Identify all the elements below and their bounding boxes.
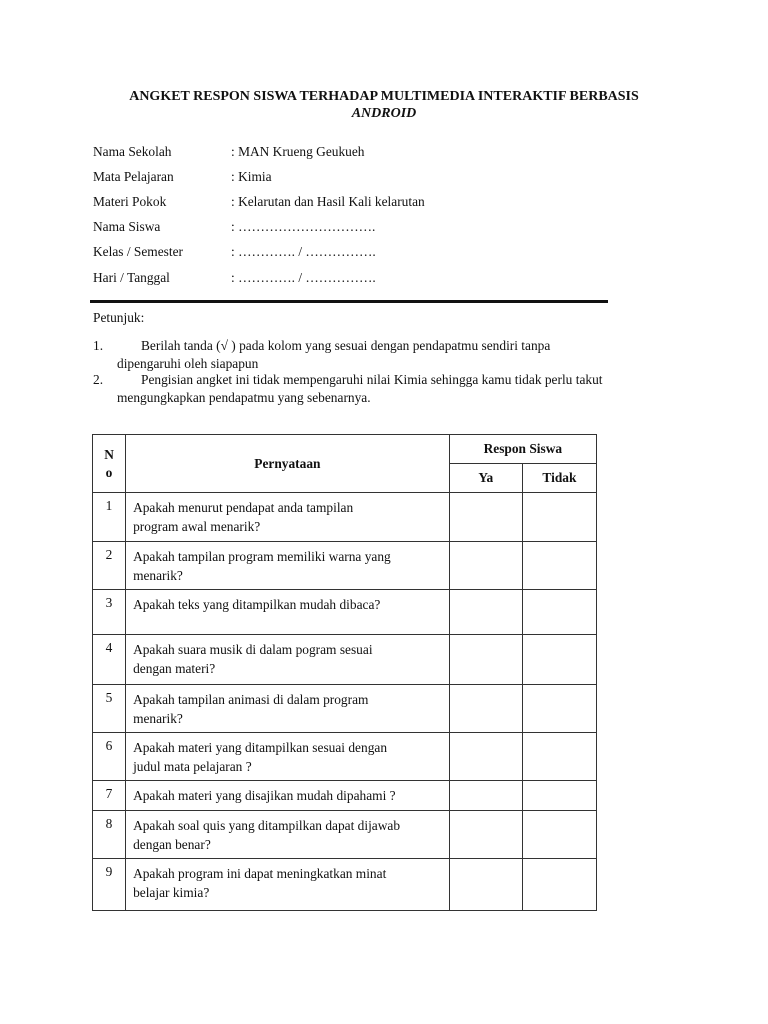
instruction-text: Pengisian angket ini tidak mempengaruhi nilai Kimia sehingga kamu tidak perlu takut: [141, 372, 603, 387]
info-row-topic: [93, 189, 613, 214]
info-value: : …………. / …………….: [231, 244, 376, 260]
header-yes: Ya: [449, 464, 522, 493]
yes-checkbox-cell[interactable]: [449, 685, 522, 733]
statement-line-1: Apakah materi yang disajikan mudah dipahami ?: [133, 788, 396, 803]
row-number: 5: [93, 685, 126, 733]
instruction-text: Berilah tanda (√ ) pada kolom yang sesuai dengan pendapatmu sendiri tanpa: [141, 338, 551, 353]
yes-checkbox-cell[interactable]: [449, 733, 522, 781]
row-statement: [126, 635, 450, 685]
no-checkbox-cell[interactable]: [522, 635, 596, 685]
row-number: 9: [93, 859, 126, 911]
row-number: 4: [93, 635, 126, 685]
statement-line-2: belajar kimia?: [133, 885, 210, 900]
statement-line-2: menarik?: [133, 711, 183, 726]
header-number-line-2: o: [105, 464, 113, 480]
row-statement: [126, 493, 450, 542]
row-statement: [126, 542, 450, 590]
row-statement: [126, 590, 450, 635]
table-row: [93, 542, 597, 590]
info-value: : ………………………….: [231, 219, 376, 235]
info-label: Kelas / Semester: [93, 244, 183, 260]
row-statement: [126, 781, 450, 811]
info-row-class-semester: [93, 240, 613, 265]
info-value: : Kimia: [231, 168, 272, 184]
row-statement: [126, 859, 450, 911]
row-number: 6: [93, 733, 126, 781]
row-number: 2: [93, 542, 126, 590]
info-label: Nama Siswa: [93, 219, 161, 235]
instruction-continuation: dipengaruhi oleh siapapun: [117, 355, 259, 371]
statement-line-2: judul mata pelajaran ?: [133, 759, 252, 774]
info-label: Hari / Tanggal: [93, 269, 170, 285]
table-row: [93, 781, 597, 811]
instruction-continuation: mengungkapkan pendapatmu yang sebenarnya.: [117, 389, 371, 405]
info-value: : Kelarutan dan Hasil Kali kelarutan: [231, 193, 425, 209]
instruction-number: 2.: [93, 372, 104, 387]
identity-section: [93, 139, 613, 290]
table-row: [93, 493, 597, 542]
table-row: [93, 859, 597, 911]
info-value: : MAN Krueng Geukueh: [231, 143, 365, 159]
header-response: Respon Siswa: [449, 435, 596, 464]
no-checkbox-cell[interactable]: [522, 781, 596, 811]
table-row: [93, 635, 597, 685]
row-statement: [126, 733, 450, 781]
table-row: [93, 811, 597, 859]
statement-line-2: dengan benar?: [133, 837, 211, 852]
no-checkbox-cell[interactable]: [522, 590, 596, 635]
info-label: Materi Pokok: [93, 193, 167, 209]
row-statement: [126, 685, 450, 733]
info-row-day-date: [93, 265, 613, 290]
statement-line-1: Apakah menurut pendapat anda tampilan: [133, 500, 354, 515]
no-checkbox-cell[interactable]: [522, 733, 596, 781]
statement-line-1: Apakah tampilan program memiliki warna yang: [133, 549, 391, 564]
document-title: [90, 88, 678, 122]
no-checkbox-cell[interactable]: [522, 859, 596, 911]
yes-checkbox-cell[interactable]: [449, 493, 522, 542]
statement-line-1: Apakah tampilan animasi di dalam program: [133, 692, 369, 707]
table-row: [93, 733, 597, 781]
table-row: [93, 685, 597, 733]
table-header-row: [93, 435, 597, 464]
info-row-school: [93, 139, 613, 164]
yes-checkbox-cell[interactable]: [449, 781, 522, 811]
info-row-student-name: [93, 215, 613, 240]
row-number: 8: [93, 811, 126, 859]
no-checkbox-cell[interactable]: [522, 685, 596, 733]
row-number: 1: [93, 493, 126, 542]
statement-line-1: Apakah soal quis yang ditampilkan dapat dijawab: [133, 818, 401, 833]
yes-checkbox-cell[interactable]: [449, 635, 522, 685]
horizontal-divider: [90, 300, 608, 303]
no-checkbox-cell[interactable]: [522, 811, 596, 859]
instructions-list: [93, 338, 676, 406]
row-statement: [126, 811, 450, 859]
table-row: [93, 590, 597, 635]
info-label: Mata Pelajaran: [93, 168, 174, 184]
info-value: : …………. / …………….: [231, 269, 376, 285]
statement-line-1: Apakah program ini dapat meningkatkan minat: [133, 866, 387, 881]
statement-line-2: dengan materi?: [133, 661, 216, 676]
header-number-line-1: N: [104, 446, 114, 462]
header-statement: Pernyataan: [126, 435, 450, 493]
statement-line-2: menarik?: [133, 568, 183, 583]
no-checkbox-cell[interactable]: [522, 493, 596, 542]
yes-checkbox-cell[interactable]: [449, 859, 522, 911]
info-row-subject: [93, 164, 613, 189]
row-number: 7: [93, 781, 126, 811]
title-line-1: ANGKET RESPON SISWA TERHADAP MULTIMEDIA INTERAKTIF BERBASIS: [129, 89, 639, 104]
no-checkbox-cell[interactable]: [522, 542, 596, 590]
instructions-heading: Petunjuk:: [93, 310, 145, 325]
yes-checkbox-cell[interactable]: [449, 811, 522, 859]
header-number: [93, 435, 126, 493]
info-label: Nama Sekolah: [93, 143, 172, 159]
instruction-number: 1.: [93, 338, 104, 353]
statement-line-1: Apakah suara musik di dalam pogram sesuai: [133, 642, 373, 657]
questionnaire-table: [92, 434, 597, 911]
statement-line-2: program awal menarik?: [133, 519, 261, 534]
row-number: 3: [93, 590, 126, 635]
yes-checkbox-cell[interactable]: [449, 590, 522, 635]
instruction-item: [93, 372, 676, 389]
yes-checkbox-cell[interactable]: [449, 542, 522, 590]
statement-line-1: Apakah materi yang ditampilkan sesuai dengan: [133, 740, 388, 755]
instruction-item: [93, 338, 676, 355]
statement-line-1: Apakah teks yang ditampilkan mudah dibaca?: [133, 597, 381, 612]
title-line-2: ANDROID: [351, 106, 417, 121]
header-no: Tidak: [522, 464, 596, 493]
